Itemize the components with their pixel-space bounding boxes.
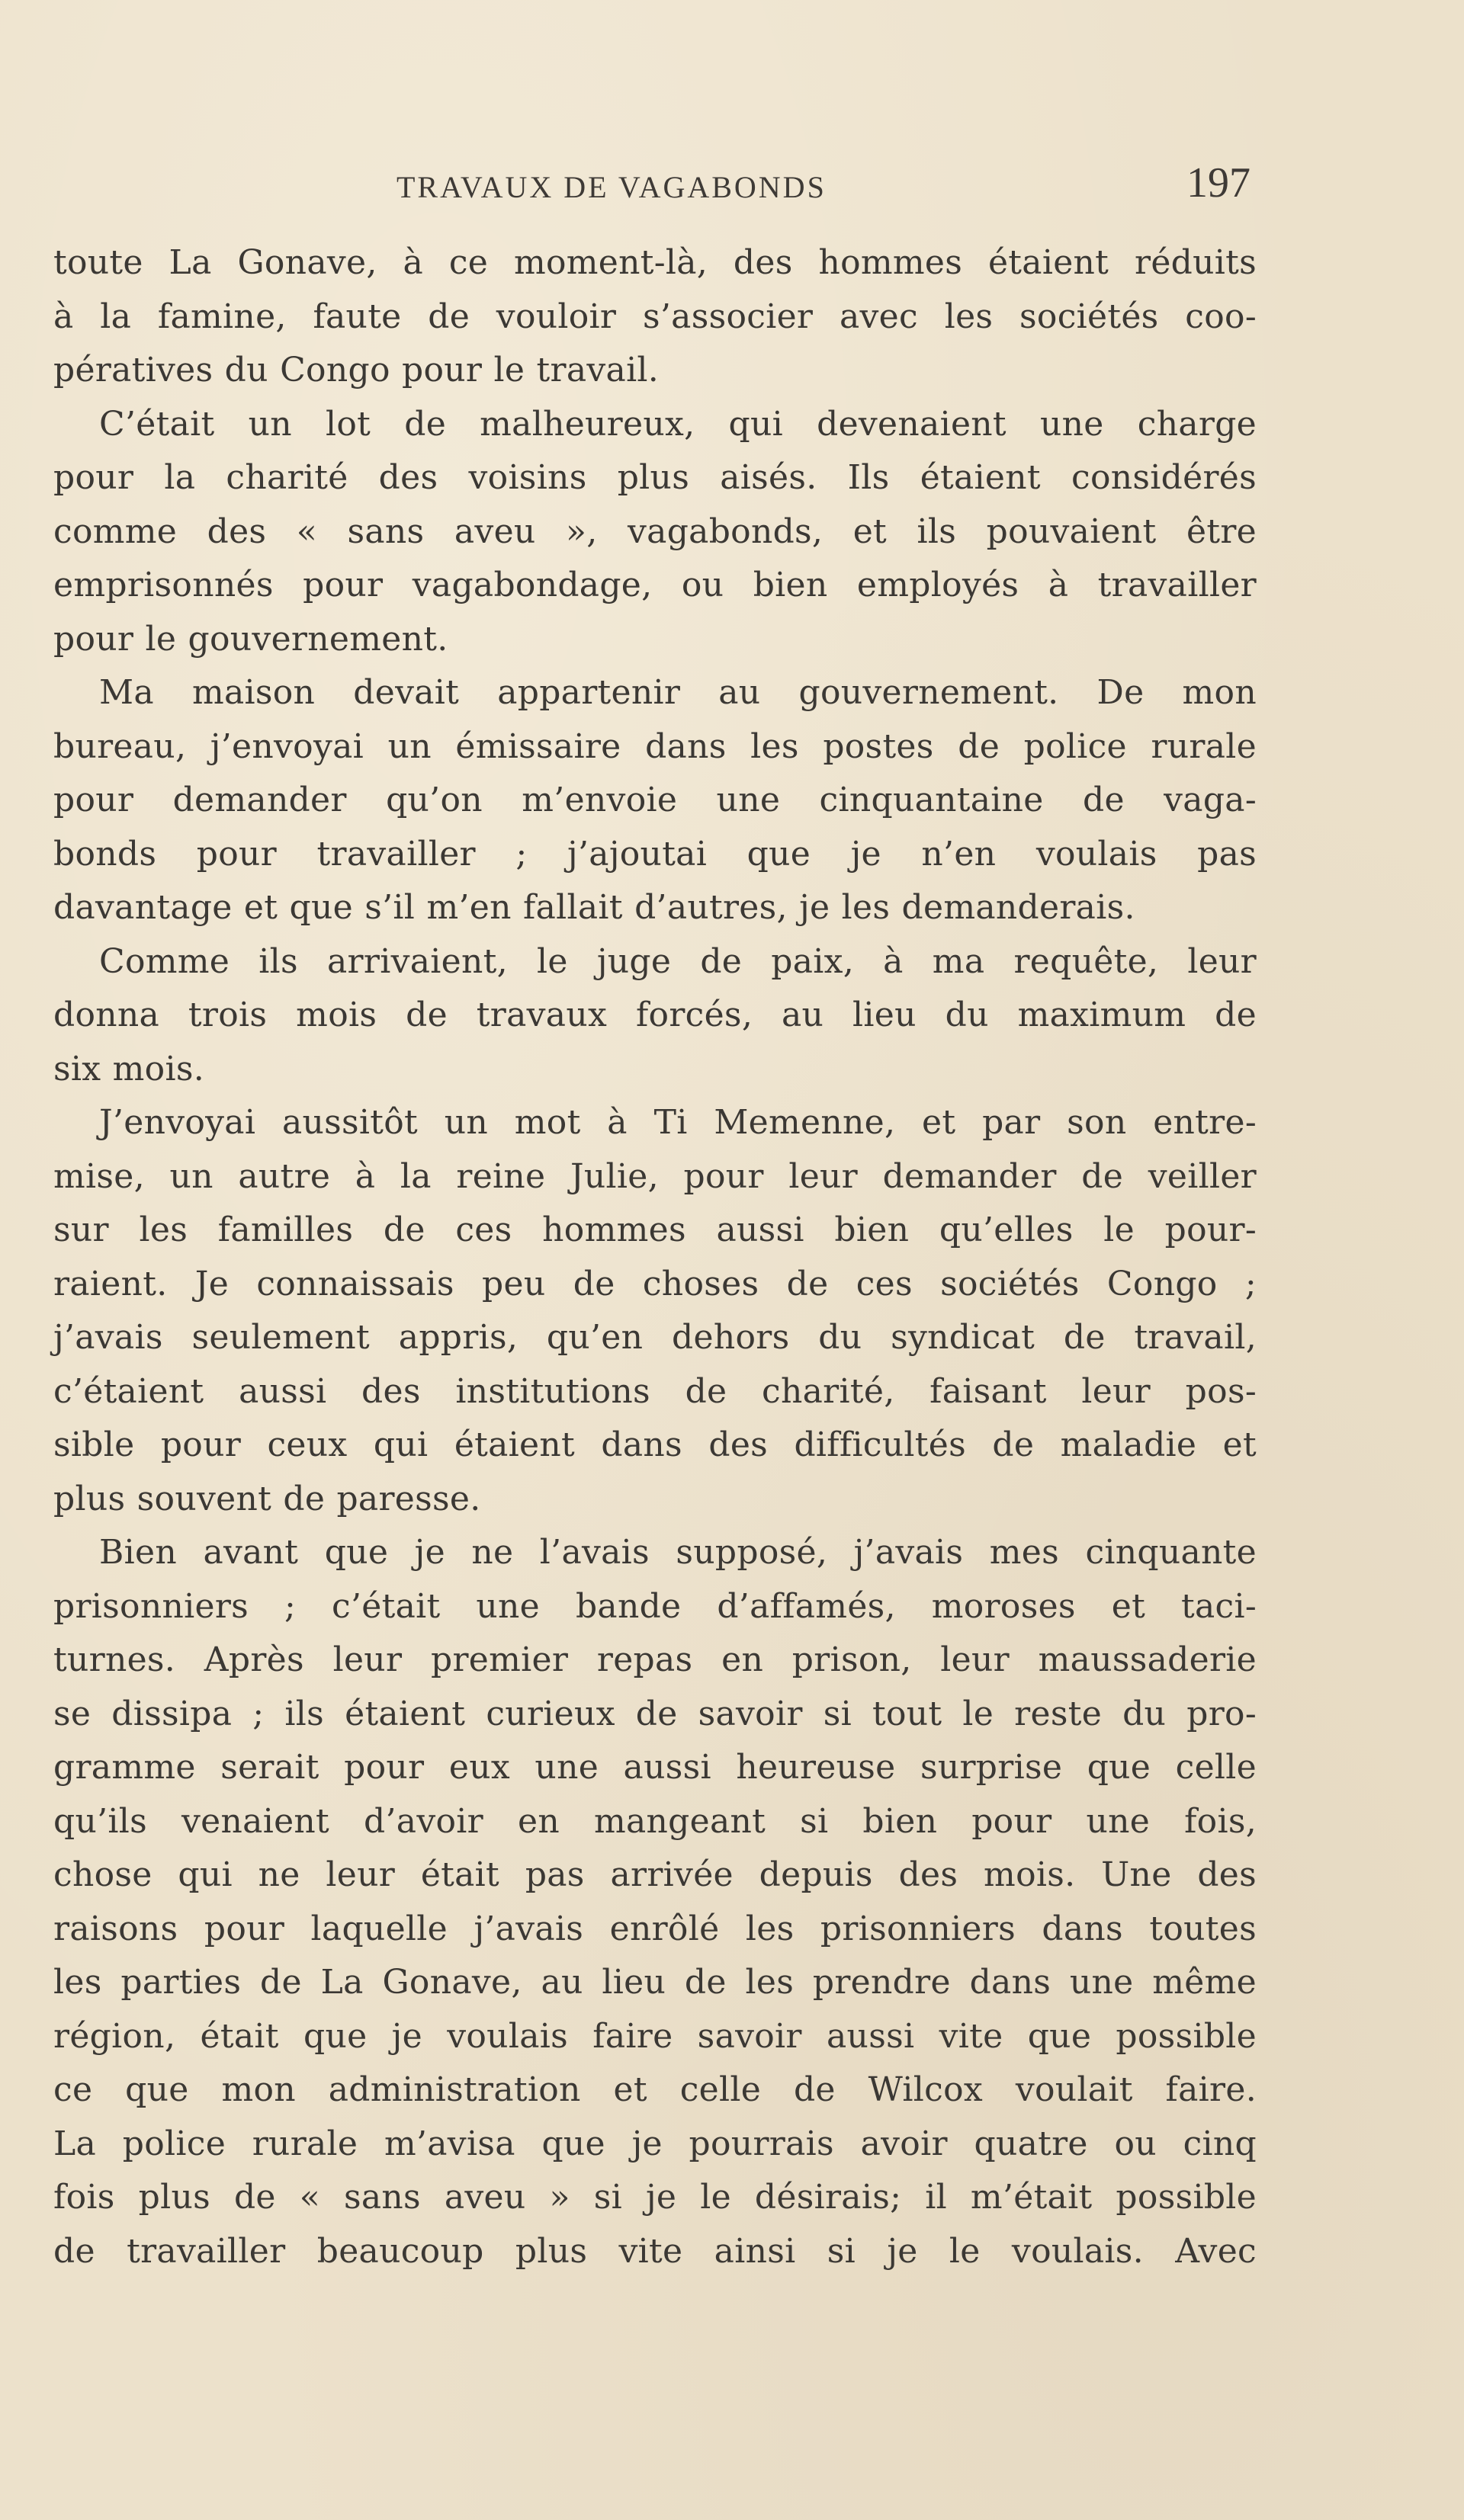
text-line: turnes. Après leur premier repas en prison, leur maussaderie — [53, 1640, 1257, 1679]
text-line: pour le gouvernement. — [53, 619, 448, 659]
page-number: 197 — [1186, 159, 1250, 207]
text-line: bonds pour travailler ; j’ajoutai que je n’en voulais pas — [53, 834, 1257, 874]
running-title: TRAVAUX DE VAGABONDS — [396, 170, 827, 204]
text-line: pératives du Congo pour le travail. — [53, 351, 660, 390]
text-line: Ma maison devait appartenir au gouvernement. De mon — [99, 673, 1257, 712]
text-line: J’envoyai aussitôt un mot à Ti Memenne, et par son entre- — [99, 1103, 1257, 1142]
text-line: prisonniers ; c’était une bande d’affamés, moroses et taci- — [53, 1586, 1257, 1626]
text-line: sur les familles de ces hommes aussi bien qu’elles le pour- — [53, 1210, 1257, 1249]
text-line: raisons pour laquelle j’avais enrôlé les prisonniers dans toutes — [53, 1909, 1257, 1948]
text-line: gramme serait pour eux une aussi heureuse surprise que celle — [53, 1748, 1257, 1787]
text-line: Bien avant que je ne l’avais supposé, j’avais mes cinquante — [99, 1533, 1257, 1572]
text-line: fois plus de « sans aveu » si je le désirais; il m’était possible — [53, 2178, 1257, 2217]
text-line: plus souvent de paresse. — [53, 1479, 481, 1518]
text-line: de travailler beaucoup plus vite ainsi si je le voulais. Avec — [53, 2231, 1257, 2271]
text-line: six mois. — [53, 1049, 205, 1088]
text-line: emprisonnés pour vagabondage, ou bien employés à travailler — [53, 566, 1257, 604]
text-line: pour la charité des voisins plus aisés. Ils étaient considérés — [53, 458, 1257, 497]
text-line: j’avais seulement appris, qu’en dehors du syndicat de travail, — [53, 1318, 1257, 1357]
text-line: donna trois mois de travaux forcés, au lieu du maximum de — [53, 995, 1257, 1034]
text-line: sible pour ceux qui étaient dans des difficultés de maladie et — [53, 1425, 1257, 1464]
text-line: chose qui ne leur était pas arrivée depuis des mois. Une des — [53, 1855, 1257, 1894]
text-line: ce que mon administration et celle de Wilcox voulait faire. — [53, 2070, 1257, 2109]
text-line: C’était un lot de malheureux, qui devenaient une charge — [99, 404, 1257, 444]
text-line: mise, un autre à la reine Julie, pour leur demander de veiller — [53, 1156, 1257, 1196]
text-line: les parties de La Gonave, au lieu de les prendre dans une même — [53, 1963, 1257, 2002]
page-header — [0, 159, 1464, 220]
text-line: Comme ils arrivaient, le juge de paix, à ma requête, leur — [99, 941, 1257, 981]
text-line: c’étaient aussi des institutions de charité, faisant leur pos- — [53, 1371, 1257, 1411]
text-line: se dissipa ; ils étaient curieux de savoir si tout le reste du pro- — [53, 1694, 1257, 1733]
text-line: raient. Je connaissais peu de choses de ces sociétés Congo ; — [53, 1264, 1257, 1303]
text-line: bureau, j’envoyai un émissaire dans les postes de police rurale — [53, 726, 1257, 766]
body-text — [53, 236, 1257, 2278]
text-line: davantage et que s’il m’en fallait d’autres, je les demanderais. — [53, 888, 1135, 927]
text-line: à la famine, faute de vouloir s’associer avec les sociétés coo- — [53, 297, 1257, 336]
text-line: comme des « sans aveu », vagabonds, et ils pouvaient être — [53, 511, 1257, 551]
text-line: La police rurale m’avisa que je pourrais avoir quatre ou cinq — [53, 2124, 1257, 2163]
text-line: pour demander qu’on m’envoie une cinquantaine de vaga- — [53, 781, 1257, 819]
text-line: qu’ils venaient d’avoir en mangeant si bien pour une fois, — [53, 1801, 1257, 1841]
text-line: région, était que je voulais faire savoir aussi vite que possible — [53, 2016, 1257, 2056]
text-line: toute La Gonave, à ce moment-là, des hommes étaient réduits — [53, 243, 1257, 282]
